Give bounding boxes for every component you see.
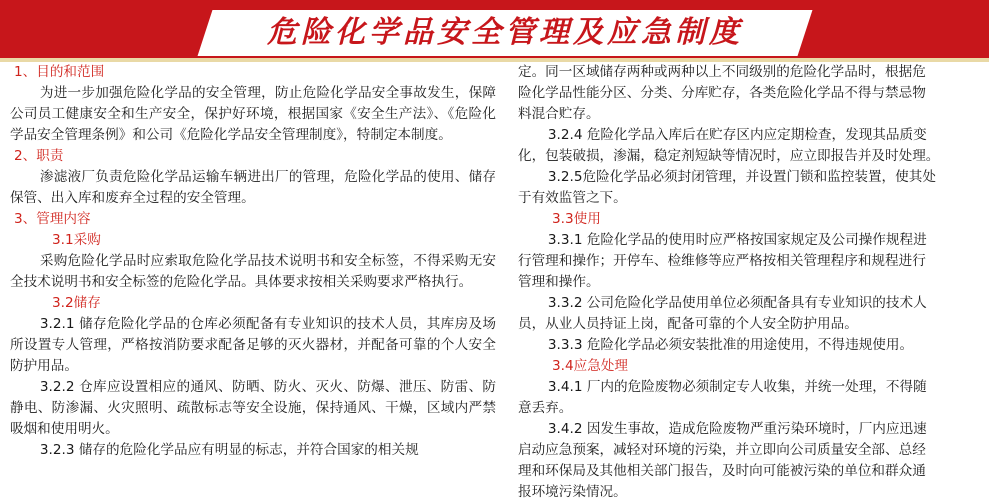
paragraph-line: 于有效监管之下。 bbox=[518, 190, 627, 206]
right-column bbox=[502, 62, 989, 498]
left-column bbox=[0, 62, 500, 498]
paragraph-line: 意丢弃。 bbox=[518, 400, 573, 416]
subsection-heading: 3.4应急处理 bbox=[552, 358, 628, 374]
paragraph-line: 管理和操作。 bbox=[518, 274, 600, 290]
paragraph-line: 报环境污染情况。 bbox=[518, 484, 627, 498]
subsection-heading: 3.1采购 bbox=[52, 232, 101, 248]
title-banner bbox=[0, 0, 989, 62]
subsection-heading: 3.2储存 bbox=[52, 295, 101, 311]
paragraph: 为进一步加强危险化学品的安全管理，防止危险化学品安全事故发生，保障公司员工健康安全和生产安全，保护好环境，根据国家《安全生产法》、《危险化学品安全管理条例》和公司《危险化学品安全管理制度》，特制定本制度。 bbox=[10, 85, 496, 143]
section-heading: 3、管理内容 bbox=[14, 211, 91, 227]
paragraph-line: 3.2.4 危险化学品入库后在贮存区内应定期检查，发现其品质变 bbox=[547, 127, 927, 143]
paragraph-line: 料混合贮存。 bbox=[518, 106, 600, 122]
paragraph-line: 化，包装破损，渗漏，稳定剂短缺等情况时，应立即报告并及时处理。 bbox=[518, 148, 940, 164]
paragraph-line: 行管理和操作；开停车、检维修等应严格按相关管理程序和规程进行 bbox=[518, 253, 926, 269]
paragraph-line: 理和环保局及其他相关部门报告，及时向可能被污染的单位和群众通 bbox=[518, 463, 926, 479]
paragraph-line: 3.2.5危险化学品必须封闭管理，并设置门锁和监控装置，使其处 bbox=[547, 169, 936, 185]
paragraph-line: 3.3.1 危险化学品的使用时应严格按国家规定及公司操作规程进 bbox=[547, 232, 927, 248]
paragraph-line: 险化学品性能分区、分类、分库贮存，各类危险化学品不得与禁忌物 bbox=[518, 85, 926, 101]
paragraph-line: 3.3.3 危险化学品必须安装批准的用途使用，不得违规使用。 bbox=[547, 337, 914, 353]
paragraph: 渗滤液厂负责危险化学品运输车辆进出厂的管理，危险化学品的使用、储存保管、出入库和废弃全过程的安全管理。 bbox=[10, 169, 496, 206]
section-heading: 1、目的和范围 bbox=[14, 64, 105, 80]
paragraph: 采购危险化学品时应索取危险化学品技术说明书和安全标签，不得采购无安全技术说明书和安全标签的危险化学品。具体要求按相关采购要求严格执行。 bbox=[10, 253, 496, 290]
section-heading: 2、职责 bbox=[14, 148, 64, 164]
paragraph-line: 员，从业人员持证上岗，配备可靠的个人安全防护用品。 bbox=[518, 316, 858, 332]
paragraph-line: 3.4.2 因发生事故，造成危险废物严重污染环境时，厂内应迅速 bbox=[547, 421, 927, 437]
page-title: 危险化学品安全管理及应急制度 bbox=[267, 15, 743, 50]
paragraph: 3.2.2 仓库应设置相应的通风、防晒、防火、灭火、防爆、泄压、防雷、防静电、防渗漏、火灾照明、疏散标志等安全设施，保持通风、干燥，区域内严禁吸烟和使用明火。 bbox=[10, 379, 496, 437]
paragraph-line: 3.3.2 公司危险化学品使用单位必须配备具有专业知识的技术人 bbox=[547, 295, 927, 311]
paragraph-line: 启动应急预案，减轻对环境的污染，并立即向公司质量安全部、总经 bbox=[518, 442, 926, 458]
paragraph-line: 3.4.1 厂内的危险废物必须制定专人收集，并统一处理，不得随 bbox=[547, 379, 927, 395]
subsection-heading: 3.3使用 bbox=[552, 211, 601, 227]
paragraph: 3.2.1 储存危险化学品的仓库必须配备有专业知识的技术人员，其库房及场所设置专人管理，严格按消防要求配备足够的灭火器材，并配备可靠的个人安全防护用品。 bbox=[10, 316, 496, 374]
paragraph: 3.2.3 储存的危险化学品应有明显的标志，并符合国家的相关规 bbox=[39, 442, 419, 458]
paragraph-line: 定。同一区域储存两种或两种以上不同级别的危险化学品时，根据危 bbox=[518, 64, 926, 80]
